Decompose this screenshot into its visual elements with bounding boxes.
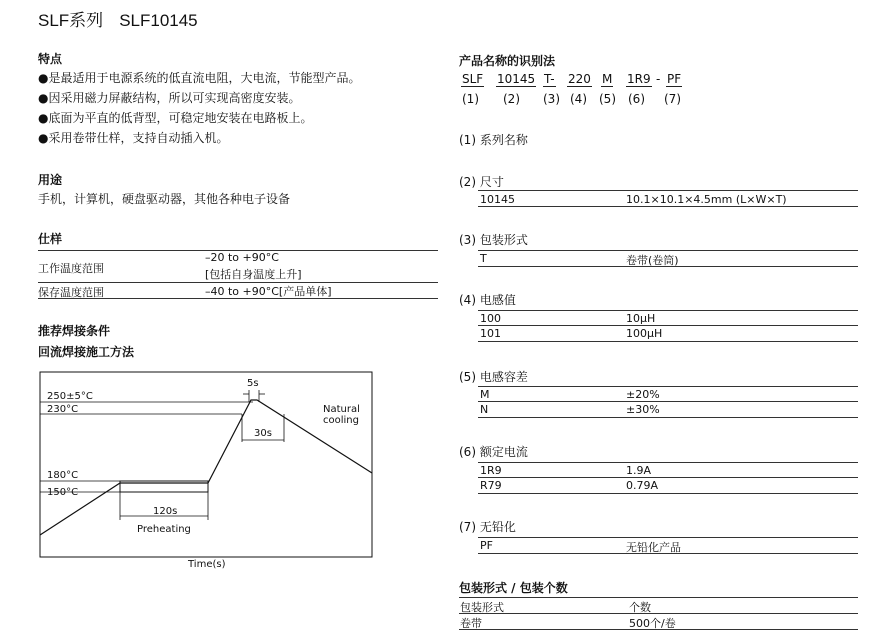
divider	[478, 537, 858, 538]
table-cell: M	[480, 388, 490, 401]
table-cell: 100μH	[626, 327, 663, 340]
packing-heading: 包装形式 / 包装个数	[459, 581, 568, 595]
code-index: (6)	[628, 92, 645, 106]
table-cell: 500个/卷	[629, 617, 676, 630]
label-230: 230°C	[47, 404, 79, 415]
reflow-heading: 回流焊接施工方法	[38, 345, 135, 359]
code-part: M	[602, 72, 613, 86]
divider	[478, 401, 858, 402]
code-index: (3)	[543, 92, 560, 106]
divider	[478, 477, 858, 478]
divider	[38, 298, 438, 299]
section-title: (5) 电感容差	[459, 370, 528, 384]
table-header: 个数	[629, 601, 651, 614]
code-index: (7)	[664, 92, 681, 106]
reflow-profile-diagram	[38, 370, 378, 579]
table-header: 包装形式	[460, 601, 504, 614]
usage-heading: 用途	[38, 173, 63, 187]
section-title: (1) 系列名称	[459, 133, 528, 147]
section-title: (6) 额定电流	[459, 445, 528, 459]
section-title: (3) 包装形式	[459, 233, 528, 247]
table-cell: ±30%	[626, 403, 660, 416]
feature-item: ●因采用磁力屏蔽结构，所以可实现高密度安装。	[38, 91, 301, 105]
naming-heading: 产品名称的识别法	[459, 54, 556, 68]
divider	[459, 597, 858, 598]
table-cell: PF	[480, 539, 493, 552]
code-part: SLF	[462, 72, 484, 86]
series-title: SLF系列	[38, 11, 104, 30]
code-index: (1)	[462, 92, 479, 106]
code-part: -	[656, 72, 661, 86]
divider	[478, 190, 858, 191]
label-180: 180°C	[47, 470, 79, 481]
solder-heading: 推荐焊接条件	[38, 324, 111, 338]
table-cell: R79	[480, 479, 502, 492]
label-time: Time(s)	[188, 559, 226, 570]
code-part: 10145	[497, 72, 536, 86]
label-250: 250±5°C	[47, 391, 93, 402]
table-cell: 0.79A	[626, 479, 659, 492]
divider	[478, 310, 858, 311]
table-cell: 10145	[480, 193, 515, 206]
spec-value: –40 to +90°C[产品单体]	[205, 285, 332, 298]
table-cell: 卷带	[460, 617, 482, 630]
label-5s: 5s	[247, 378, 259, 389]
code-index: (5)	[599, 92, 616, 106]
table-cell: 10.1×10.1×4.5mm (L×W×T)	[626, 193, 787, 206]
code-part: 220	[568, 72, 591, 86]
section-title: (4) 电感值	[459, 293, 516, 307]
divider	[478, 325, 858, 326]
divider	[459, 613, 858, 614]
label-120s: 120s	[153, 506, 178, 517]
features-heading: 特点	[38, 52, 63, 66]
divider	[478, 417, 858, 418]
spec-label: 工作温度范围	[38, 262, 104, 275]
label-natural: Natural	[323, 404, 360, 415]
page-title	[38, 6, 198, 31]
feature-item: ●是最适用于电源系统的低直流电阻，大电流，节能型产品。	[38, 71, 361, 85]
code-part: T-	[544, 72, 555, 86]
feature-item: ●采用卷带仕样，支持自动插入机。	[38, 131, 229, 145]
spec-label: 保存温度范围	[38, 286, 104, 299]
code-index: (2)	[503, 92, 520, 106]
label-30s: 30s	[254, 428, 272, 439]
table-cell: T	[480, 252, 487, 265]
spec-value: –20 to +90°C	[205, 251, 279, 264]
divider	[478, 341, 858, 342]
table-cell: 1.9A	[626, 464, 652, 477]
divider	[478, 493, 858, 494]
model-title: SLF10145	[119, 11, 198, 30]
divider	[459, 629, 858, 630]
table-cell: 1R9	[480, 464, 502, 477]
label-preheating: Preheating	[137, 524, 191, 535]
label-cooling: cooling	[323, 415, 359, 426]
divider	[478, 462, 858, 463]
divider	[478, 206, 858, 207]
section-title: (7) 无铅化	[459, 520, 516, 534]
table-cell: 卷带(卷筒)	[626, 254, 679, 267]
usage-text: 手机，计算机，硬盘驱动器，其他各种电子设备	[38, 192, 291, 206]
section-title: (2) 尺寸	[459, 175, 504, 189]
divider	[478, 386, 858, 387]
table-cell: 无铅化产品	[626, 541, 681, 554]
table-cell: N	[480, 403, 489, 416]
code-index: (4)	[570, 92, 587, 106]
table-cell: 10μH	[626, 312, 656, 325]
spec-value-note: [包括自身温度上升]	[205, 268, 302, 281]
table-cell: ±20%	[626, 388, 660, 401]
feature-item: ●底面为平直的低背型，可稳定地安装在电路板上。	[38, 111, 313, 125]
table-cell: 101	[480, 327, 501, 340]
table-cell: 100	[480, 312, 501, 325]
code-part: PF	[667, 72, 682, 86]
divider	[478, 553, 858, 554]
code-part: 1R9	[627, 72, 651, 86]
divider	[478, 266, 858, 267]
label-150: 150°C	[47, 487, 79, 498]
spec-heading: 仕样	[38, 232, 63, 246]
divider	[478, 250, 858, 251]
